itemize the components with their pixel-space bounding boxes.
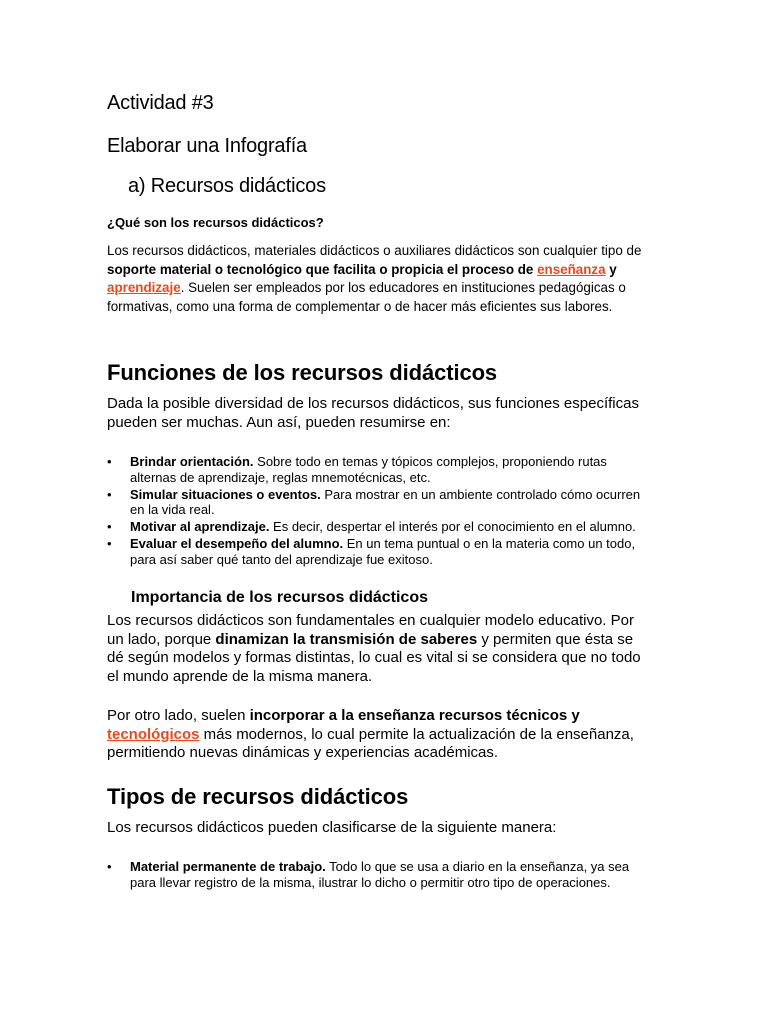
list-item [107, 487, 652, 519]
importancia-paragraph-2 [107, 707, 652, 763]
bullet-icon: • [107, 859, 112, 874]
funciones-title: Funciones de los recursos didácticos [107, 360, 498, 385]
tipos-list [107, 859, 652, 892]
funciones-list [107, 454, 652, 569]
item-bold: Evaluar el desempeño del alumno. [130, 535, 344, 551]
item-text: Todo lo que se usa a diario en la enseñanza, ya sea para llevar registro de la misma, ilustrar lo dicho o permitir otro tipo de operaciones. [130, 859, 630, 890]
list-item [107, 536, 652, 568]
heading-recursos: a) Recursos didácticos [128, 175, 326, 197]
intro-bold-1: soporte material o tecnológico que facilita o propicia el proceso de [107, 261, 538, 277]
tipos-title: Tipos de recursos didácticos [107, 784, 409, 809]
intro-paragraph [107, 242, 652, 317]
item-text: Para mostrar en un ambiente controlado cómo ocurren en la vida real. [130, 486, 641, 518]
item-bold: Motivar al aprendizaje. [130, 519, 270, 535]
tipos-text: Los recursos didácticos pueden clasificarse de la siguiente manera: [107, 819, 557, 836]
intro-text-2: . Suelen ser empleados por los educadores en instituciones pedagógicas o formativas, como una forma de complementar o de hacer más eficientes sus labores. [107, 280, 626, 315]
bullet-icon: • [107, 519, 112, 535]
imp-text-4: más modernos, lo cual permite la actualización de la enseñanza, permitiendo nuevas dinámicas y experiencias académicas. [107, 725, 634, 761]
item-text: Sobre todo en temas y tópicos complejos, proponiendo rutas alternas de aprendizaje, reglas mnemotécnicas, etc. [130, 454, 607, 485]
question-heading: ¿Qué son los recursos didácticos? [107, 215, 324, 230]
imp-text-2: y permiten que ésta se dé según modelos y formas distintas, lo cual es vital si se considera que no todo el mundo aprende de la misma manera. [107, 630, 641, 685]
imp-text-1: Los recursos didácticos son fundamentales en cualquier modelo educativo. Por un lado, porque [107, 612, 634, 648]
link-aprendizaje[interactable]: aprendizaje [107, 280, 181, 296]
intro-text-1: Los recursos didácticos, materiales didácticos o auxiliares didácticos son cualquier tipo de [107, 243, 642, 258]
intro-bold-2: y [605, 261, 617, 277]
item-text: Es decir, despertar el interés por el conocimiento en el alumno. [269, 519, 636, 535]
bullet-icon: • [107, 486, 112, 502]
list-item [107, 519, 652, 535]
item-bold: Simular situaciones o eventos. [130, 486, 321, 502]
imp-text-3: Por otro lado, suelen [107, 707, 250, 724]
heading-actividad: Actividad #3 [107, 92, 214, 114]
item-bold: Brindar orientación. [130, 454, 254, 469]
imp-bold-2: incorporar a la enseñanza recursos técnicos y [249, 707, 580, 724]
item-text: En un tema puntual o en la materia como un todo, para así saber qué tanto del aprendizaje fue exitoso. [130, 535, 636, 567]
imp-bold-1: dinamizan la transmisión de saberes [215, 630, 478, 648]
list-item [107, 454, 652, 486]
funciones-text: Dada la posible diversidad de los recursos didácticos, sus funciones específicas pueden ser muchas. Aun así, pueden resumirse en: [107, 395, 639, 431]
importancia-paragraph-1 [107, 612, 652, 686]
importancia-title: Importancia de los recursos didácticos [131, 589, 428, 606]
bullet-icon: • [107, 535, 112, 551]
link-ensenanza[interactable]: enseñanza [537, 261, 606, 277]
bullet-icon: • [107, 454, 112, 469]
list-item [107, 859, 652, 891]
link-tecnologicos[interactable]: tecnológicos [107, 725, 200, 743]
item-bold: Material permanente de trabajo. [130, 859, 326, 874]
heading-elaborar: Elaborar una Infografía [107, 135, 307, 157]
